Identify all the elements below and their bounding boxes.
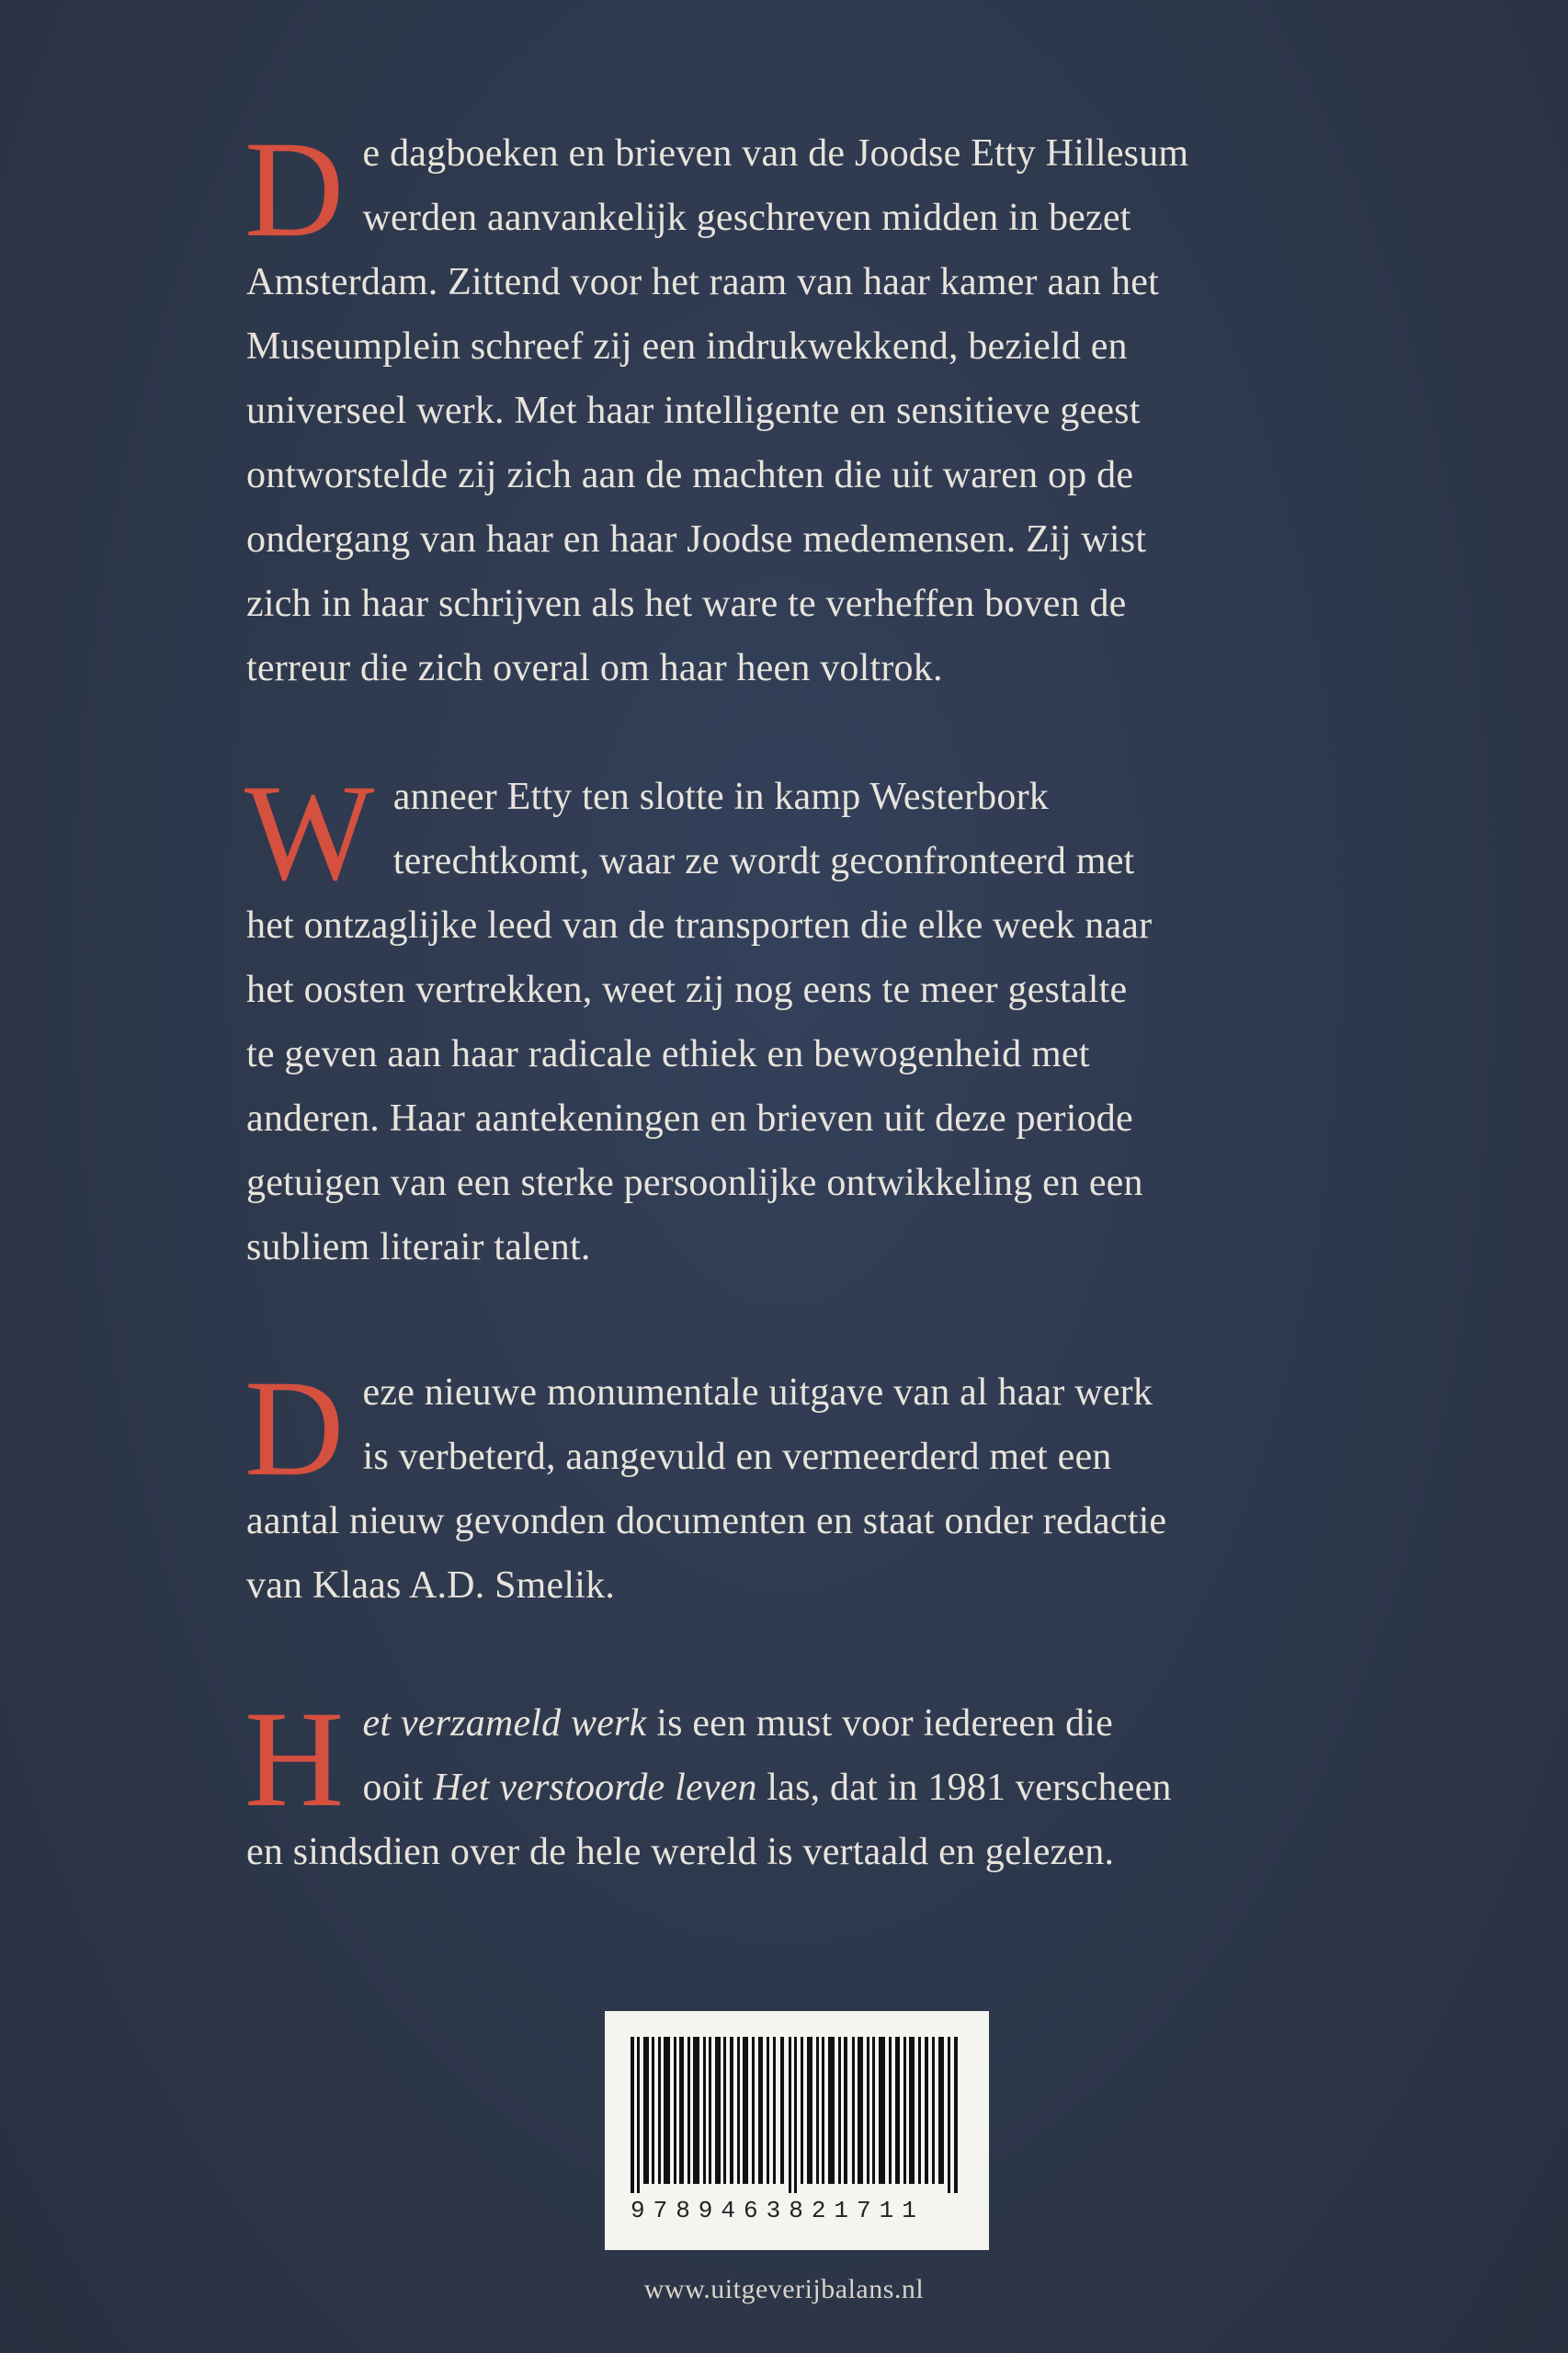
- text-line: Amsterdam. Zittend voor het raam van haar kamer aan het: [246, 261, 1159, 303]
- paragraph-2: [244, 756, 1386, 1279]
- publisher-website: www.uitgeverijbalans.nl: [643, 2274, 925, 2304]
- text-line: en sindsdien over de hele wereld is vertaald en gelezen.: [246, 1831, 1115, 1873]
- text-line: getuigen van een sterke persoonlijke ontwikkeling en een: [246, 1162, 1143, 1204]
- text-line: zich in haar schrijven als het ware te verheffen boven de: [246, 583, 1127, 625]
- text-line: anderen. Haar aantekeningen en brieven uit deze periode: [246, 1097, 1133, 1140]
- text-fragment: ooit: [362, 1767, 434, 1809]
- paragraph-1: [244, 113, 1386, 700]
- isbn-number: 9789463821711: [631, 2197, 925, 2224]
- text-line: [246, 1691, 1386, 1756]
- text-line: het ontzaglijke leed van de transporten die elke week naar: [246, 904, 1153, 947]
- barcode-label: [605, 2011, 989, 2250]
- dropcap-d: D: [244, 1352, 345, 1505]
- barcode-icon: [631, 2037, 963, 2193]
- text-line: eze nieuwe monumentale uitgave van al haar werk: [362, 1371, 1153, 1414]
- text-line: het oosten vertrekken, weet zij nog eens te meer gestalte: [246, 969, 1128, 1011]
- text-line: ontworstelde zij zich aan de machten die uit waren op de: [246, 454, 1134, 496]
- text-line: van Klaas A.D. Smelik.: [246, 1564, 616, 1607]
- text-line: werden aanvankelijk geschreven midden in bezet: [362, 197, 1131, 239]
- text-fragment: is een must voor iedereen die: [646, 1702, 1113, 1745]
- text-line: terechtkomt, waar ze wordt geconfronteerd met: [392, 840, 1135, 882]
- paragraph-3: [244, 1352, 1386, 1618]
- text-line: subliem literair talent.: [246, 1226, 591, 1268]
- dropcap-w: W: [244, 756, 375, 909]
- paragraph-4: [244, 1683, 1386, 1884]
- text-line: te geven aan haar radicale ethiek en bewogenheid met: [246, 1033, 1090, 1075]
- book-title-italic: Het verstoorde leven: [433, 1767, 757, 1809]
- text-line: Museumplein schreef zij een indrukwekkend, bezield en: [246, 325, 1128, 368]
- text-line: anneer Etty ten slotte in kamp Westerbork: [392, 776, 1049, 818]
- dropcap-h: H: [244, 1683, 345, 1836]
- text-line: e dagboeken en brieven van de Joodse Etty Hillesum: [362, 132, 1189, 175]
- text-line: universeel werk. Met haar intelligente en sensitieve geest: [246, 390, 1141, 432]
- dropcap-d: D: [244, 113, 345, 266]
- text-fragment: las, dat in 1981 verscheen: [756, 1767, 1172, 1809]
- text-line: is verbeterd, aangevuld en vermeerderd met een: [362, 1436, 1112, 1478]
- text-line: aantal nieuw gevonden documenten en staat onder redactie: [246, 1500, 1167, 1542]
- book-title-italic: et verzameld werk: [362, 1702, 647, 1745]
- text-line: ondergang van haar en haar Joodse medemensen. Zij wist: [246, 518, 1147, 561]
- text-line: terreur die zich overal om haar heen voltrok.: [246, 647, 943, 689]
- text-line: [246, 1756, 1386, 1820]
